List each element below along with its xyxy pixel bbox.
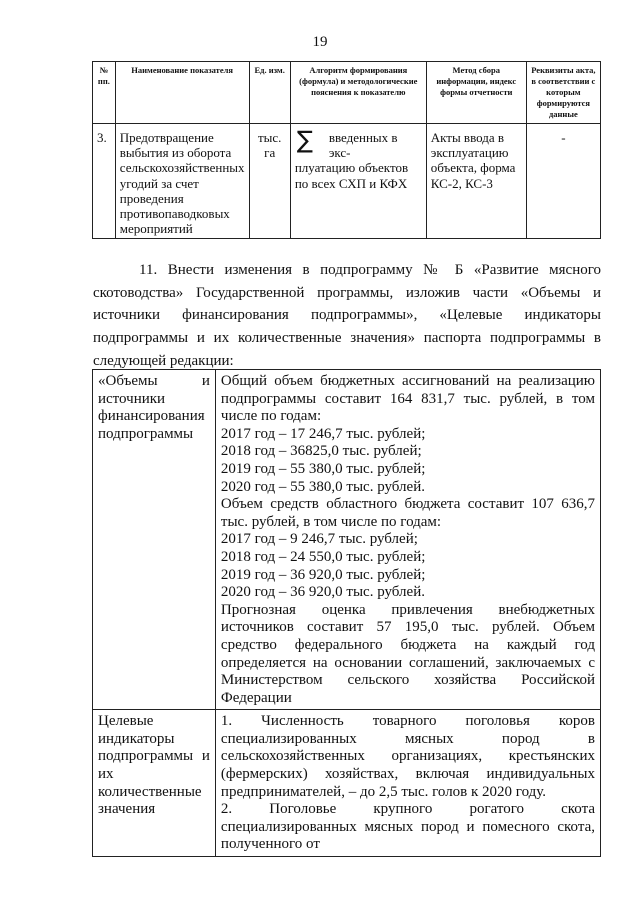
- funding-line: 2017 год – 9 246,7 тыс. рублей;: [220, 531, 418, 548]
- indicator-line: 1. Численность товарного поголовья коров специализированных мясных пород в сельскохозяйственных организациях, крестьянских (фермерских) хозяйствах, включая индивидуальных предпринимателей, – до 2,5 тыс. голов к 2020 году.: [220, 713, 595, 800]
- algorithm-text-rest: плуатацию объектов по всех СХП и КФХ: [294, 160, 409, 191]
- funding-line: Прогнозная оценка привлечения внебюджетных источников составит 57 195,0 тыс. рублей. Объем средство федерального бюджета на каждый год определяется на основании соглашений, заключаемых с Министерством сельского хозяйства Российской Федерации: [220, 601, 595, 706]
- header-method: Метод сбора информации, индекс формы отчетности: [426, 62, 526, 124]
- header-number: № пп.: [93, 62, 116, 124]
- row-unit: тыс. га: [249, 124, 290, 239]
- row-indicator-name: Предотвращение выбытия из оборота сельскохозяйственных угодий за счет проведения противопаводковых мероприятий: [115, 124, 249, 239]
- funding-line: 2020 год – 55 380,0 тыс. рублей.: [220, 478, 425, 495]
- funding-label: «Объемы и источники финансирования подпрограммы: [93, 370, 216, 710]
- indicators-label: Целевые индикаторы подпрограммы и их количественные значения: [93, 710, 216, 857]
- row-algorithm: [290, 124, 426, 239]
- row-method: Акты ввода в эксплуатацию объекта, форма КС-2, КС-3: [426, 124, 526, 239]
- row-requisites: -: [526, 124, 600, 239]
- funding-line: Общий объем бюджетных ассигнований на реализацию подпрограммы составит 164 831,7 тыс. рублей, в том числе по годам:: [220, 373, 595, 425]
- algorithm-text-first: введенных в экс-: [328, 130, 398, 161]
- row-number: 3.: [93, 124, 116, 239]
- amendment-paragraph: 11. Внести изменения в подпрограмму № Б «Развитие мясного скотоводства» Государственной программы, изложив части «Объемы и источники финансирования подпрограммы», «Целевые индикаторы подпрограммы и их количественные значения» паспорта подпрограммы в следующей редакции:: [93, 262, 601, 369]
- table-row: [93, 370, 601, 710]
- indicator-table-header: [93, 62, 601, 124]
- indicator-table: [92, 61, 601, 239]
- header-indicator-name: Наименование показателя: [115, 62, 249, 124]
- funding-line: 2019 год – 36 920,0 тыс. рублей;: [220, 566, 426, 583]
- funding-line: 2018 год – 24 550,0 тыс. рублей;: [220, 548, 426, 565]
- indicators-content: [215, 710, 600, 857]
- page-number: 19: [312, 34, 328, 50]
- funding-line: Объем средств областного бюджета составит 107 636,7 тыс. рублей, в том числе по годам:: [220, 496, 595, 530]
- funding-line: 2019 год – 55 380,0 тыс. рублей;: [220, 460, 426, 477]
- table-row: [93, 710, 601, 857]
- table-row: [93, 124, 601, 239]
- funding-line: 2018 год – 36825,0 тыс. рублей;: [220, 443, 422, 460]
- header-unit: Ед. изм.: [249, 62, 290, 124]
- sum-icon: ∑: [296, 126, 313, 154]
- header-requisites: Реквизиты акта, в соответствии с которым формируются данные: [526, 62, 600, 124]
- passport-table: [92, 369, 601, 857]
- funding-line: 2020 год – 36 920,0 тыс. рублей.: [220, 584, 425, 601]
- funding-content: [215, 370, 600, 710]
- indicator-line: 2. Поголовье крупного рогатого скота специализированных мясных пород и помесного скота, полученного от: [220, 801, 595, 853]
- header-algorithm: Алгоритм формирования (формула) и методологические пояснения к показателю: [290, 62, 426, 124]
- funding-line: 2017 год – 17 246,7 тыс. рублей;: [220, 425, 426, 442]
